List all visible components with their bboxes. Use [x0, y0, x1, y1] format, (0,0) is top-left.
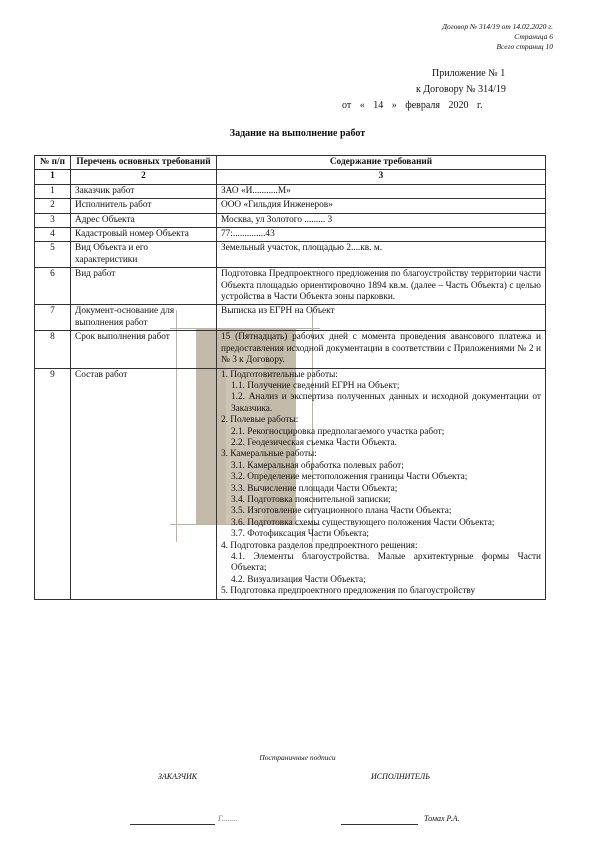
- work-item: 3.6. Подготовка схемы существующего положения Части Объекта;: [231, 517, 495, 528]
- row-content: 15 (Пятнадцать) рабочих дней с момента проведения авансового платежа и предоставления исходной документации в соответствии с Приложениями № 2 и № 3 к Договору.: [217, 331, 546, 368]
- index-cell: 3: [217, 170, 546, 184]
- row-name: Заказчик работ: [71, 184, 217, 198]
- row-number: 2: [35, 199, 71, 213]
- row-content: ЗАО «И...........М»: [217, 184, 546, 198]
- work-item: 3.5. Изготовление ситуационного плана Части Объекта;: [231, 506, 452, 517]
- table-row: [35, 199, 546, 213]
- header-contract: Договор № 314/19 от 14.02.2020 г.: [442, 22, 553, 31]
- work-item: 4.1. Элементы благоустройства. Малые архитектурные формы Части Объекта;: [231, 552, 541, 574]
- annex-number: Приложение № 1: [432, 68, 506, 79]
- work-item: 2.2. Геодезическая съемка Части Объекта.: [231, 437, 397, 448]
- index-cell: 1: [35, 170, 71, 184]
- requirements-table: [34, 155, 546, 600]
- contractor-signature-line: [341, 824, 418, 825]
- row-number: 1: [35, 184, 71, 198]
- row-name: Исполнитель работ: [71, 199, 217, 213]
- table-header-row: [35, 156, 546, 170]
- table-row: [35, 368, 546, 599]
- row-number: 9: [35, 368, 71, 599]
- annex-date: от « 14 » февраля 2020 г.: [342, 100, 483, 111]
- row-content: Подготовка Предпроектного предложения по благоустройству территории части Объекта площадью ориентировочно 1894 кв.м. (далее – Часть Объекта) с целью устройства в Части Объекта зоны парковки.: [217, 268, 546, 305]
- work-item: 4. Подготовка разделов предпроектного решения:: [221, 540, 418, 551]
- work-item: 1.1. Получение сведений ЕГРН на Объект;: [231, 380, 400, 391]
- row-number: 5: [35, 242, 71, 268]
- table-row: [35, 331, 546, 368]
- row-content: Выписка из ЕГРН на Объект: [217, 305, 546, 331]
- contractor-name: Томах Р.А.: [424, 814, 460, 823]
- annex-contract: к Договору № 314/19: [416, 84, 506, 95]
- table-row: [35, 213, 546, 227]
- row-name: Состав работ: [71, 368, 217, 599]
- table-row: [35, 305, 546, 331]
- row-name: Вид работ: [71, 268, 217, 305]
- row-content-work-list: [217, 368, 546, 599]
- row-content: ООО «Гильдия Инженеров»: [217, 199, 546, 213]
- header-requirements: Перечень основных требований: [71, 156, 217, 170]
- work-item: 5. Подготовка предпроектного предложения по благоустройству: [221, 586, 476, 597]
- row-name: Адрес Объекта: [71, 213, 217, 227]
- row-name: Кадастровый номер Объекта: [71, 228, 217, 242]
- header-total-pages: Всего страниц 10: [496, 42, 553, 51]
- work-item: 1.2. Анализ и экспертиза полученных данных и исходной документации от Заказчика.: [231, 392, 541, 414]
- work-item: 3.4. Подготовка пояснительной записки;: [231, 494, 391, 505]
- row-content: Москва, ул Золотого ......... 3: [217, 213, 546, 227]
- work-item: 2. Полевые работы:: [221, 415, 299, 426]
- contractor-label: ИСПОЛНИТЕЛЬ: [371, 772, 430, 781]
- header-page-number: Страница 6: [514, 32, 553, 41]
- customer-name: Г........: [218, 814, 238, 823]
- row-number: 6: [35, 268, 71, 305]
- customer-signature-line: [130, 824, 215, 825]
- work-item: 1. Подготовительные работы:: [221, 369, 338, 380]
- row-content: 77:..............43: [217, 228, 546, 242]
- row-content: Земельный участок, площадью 2....кв. м.: [217, 242, 546, 268]
- work-item: 3.2. Определение местоположения границы Части Объекта;: [231, 472, 468, 483]
- row-number: 7: [35, 305, 71, 331]
- page-header: [303, 22, 553, 52]
- customer-label: ЗАКАЗЧИК: [158, 772, 198, 781]
- header-content: Содержание требований: [217, 156, 546, 170]
- work-item: 4.2. Визуализация Части Объекта;: [231, 574, 366, 585]
- work-item: 3.1. Камеральная обработка полевых работ;: [231, 460, 404, 471]
- row-name: Документ-основание для выполнения работ: [71, 305, 217, 331]
- header-number: № п/п: [35, 156, 71, 170]
- table-row: [35, 228, 546, 242]
- table-row: [35, 268, 546, 305]
- work-item: 2.1. Рекогносцировка предполагаемого участка работ;: [231, 426, 445, 437]
- page-title: Задание на выполнение работ: [229, 128, 366, 139]
- work-item: 3. Камеральные работы:: [221, 449, 317, 460]
- row-number: 4: [35, 228, 71, 242]
- row-name: Срок выполнения работ: [71, 331, 217, 368]
- row-name: Вид Объекта и его характеристики: [71, 242, 217, 268]
- row-number: 3: [35, 213, 71, 227]
- table-index-row: [35, 170, 546, 184]
- table-row: [35, 184, 546, 198]
- table-row: [35, 242, 546, 268]
- work-item: 3.7. Фотофиксация Части Объекта;: [231, 529, 370, 540]
- signatures-title: Постраничные подписи: [259, 753, 336, 762]
- row-number: 8: [35, 331, 71, 368]
- work-item: 3.3. Вычисление площади Части Объекта;: [231, 483, 398, 494]
- index-cell: 2: [71, 170, 217, 184]
